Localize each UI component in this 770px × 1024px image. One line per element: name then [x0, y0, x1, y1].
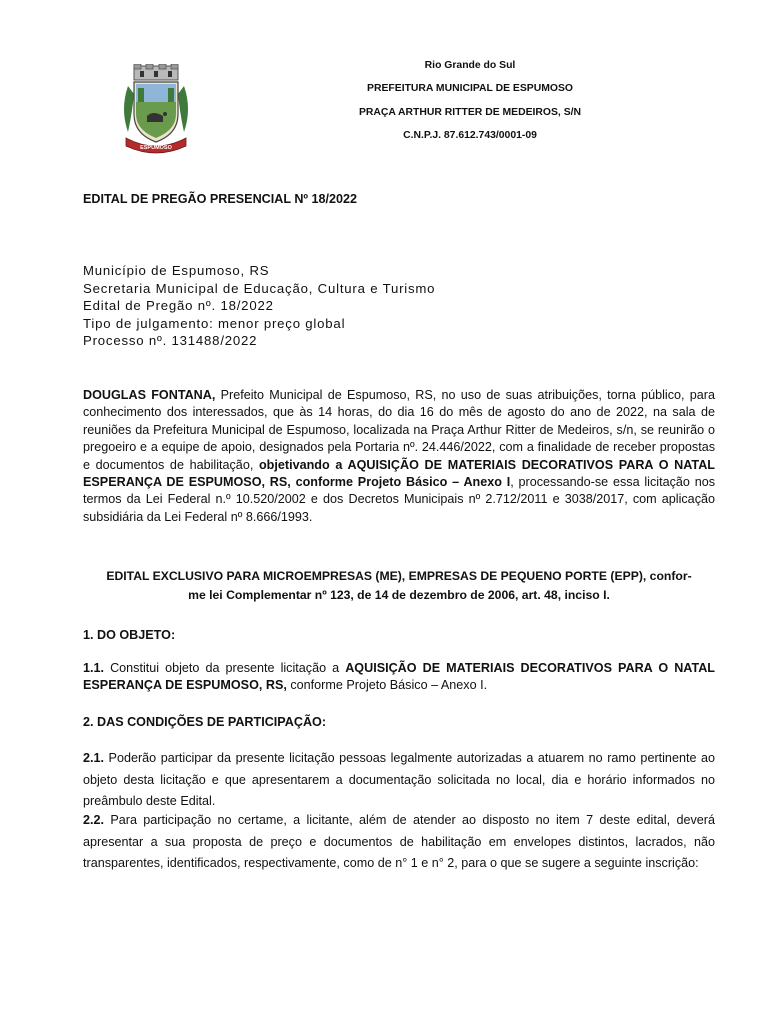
item-2-1-text: Poderão participar da presente licitação pessoas legalmente autorizadas a atuarem no ramo pertinente ao objeto desta licitação e que apresentarem a documentação solicitada no local, dia e horário informados no preâmbulo deste Edital. — [83, 751, 715, 808]
meta-secretariat: Secretaria Municipal de Educação, Cultura e Turismo — [83, 280, 436, 296]
item-2-2-text: Para participação no certame, a licitante, além de atender ao disposto no item 7 deste edital, deverá apresentar a sua proposta de preço e documentos de habilitação em envelopes distintos, lacrados, não transparentes, identificados, respectivamente, como de n° 1 e n° 2, para o que se sugere a seguinte inscrição: — [83, 813, 715, 870]
meta-edital: Edital de Pregão nº. 18/2022 — [83, 298, 274, 313]
header-prefecture: PREFEITURA MUNICIPAL DE ESPUMOSO — [367, 83, 573, 94]
crest-ribbon-text: ESPUMOSO — [140, 145, 172, 151]
header-cnpj: C.N.P.J. 87.612.743/0001-09 — [403, 130, 537, 141]
municipal-coat-of-arms — [120, 64, 192, 156]
item-2-1-number: 2.1. — [83, 751, 105, 765]
section-2-heading: 2. DAS CONDIÇÕES DE PARTICIPAÇÃO: — [83, 715, 327, 729]
mayor-name: DOUGLAS FONTANA, — [83, 388, 216, 402]
mural-crown-icon — [134, 64, 178, 80]
section-1-1-paragraph — [83, 660, 715, 695]
header-address: PRAÇA ARTHUR RITTER DE MEDEIROS, S/N — [358, 107, 582, 118]
intro-objective: objetivando a AQUISIÇÃO DE MATERIAIS DECORATIVOS PARA O NATAL ESPERANÇA DE ESPUMOSO, RS, conforme Projeto Básico – Anexo I — [83, 457, 715, 490]
intro-paragraph — [83, 387, 715, 526]
document-meta — [83, 262, 435, 350]
item-1-1-number: 1.1. — [83, 661, 105, 675]
exclusive-notice — [83, 567, 715, 605]
document-title: EDITAL DE PREGÃO PRESENCIAL Nº 18/2022 — [83, 192, 358, 206]
exclusive-line-2: me lei Complementar nº 123, de 14 de dezembro de 2006, art. 48, inciso I. — [188, 588, 610, 602]
meta-judgment-type: Tipo de julgamento: menor preço global — [83, 315, 346, 331]
meta-municipality: Município de Espumoso, RS — [83, 263, 270, 278]
meta-process: Processo nº. 131488/2022 — [83, 333, 258, 348]
section-2-2-paragraph — [83, 810, 715, 875]
header-state: Rio Grande do Sul — [424, 60, 516, 71]
section-2-1-paragraph — [83, 748, 715, 813]
intro-text-2: , processando-se essa licitação nos termos da Lei Federal n.º 10.520/2002 e dos Decretos Municipais nº 2.712/2011 e 3038/2017, com aplicação subsidiária da Lei Federal nº 8.666/1993. — [83, 475, 715, 524]
item-2-2-number: 2.2. — [83, 813, 105, 827]
exclusive-line-1: EDITAL EXCLUSIVO PARA MICROEMPRESAS (ME), EMPRESAS DE PEQUENO PORTE (EPP), confor- — [106, 569, 692, 583]
intro-text-1: Prefeito Municipal de Espumoso, RS, no uso de suas atribuições, torna público, para conhecimento dos interessados, que às 14 horas, do dia 16 do mês de agosto do ano de 2022, na sala de reuniões da Prefeitura Municipal de Espumoso, localizada na Praça Arthur Ritter de Medeiros, s/n, se reunirão o pregoeiro e a equipe de apoio, designados pela Portaria nº. 24.446/2022, com a finalidade de receber propostas e documentos de habilitação, — [83, 388, 715, 472]
item-1-1-text-1: Constitui objeto da presente licitação a — [104, 661, 346, 675]
section-1-heading: 1. DO OBJETO: — [83, 628, 176, 642]
item-1-1-object: AQUISIÇÃO DE MATERIAIS DECORATIVOS PARA O NATAL ESPERANÇA DE ESPUMOSO, RS, — [83, 661, 715, 693]
item-1-1-text-2: conforme Projeto Básico – Anexo I. — [286, 678, 488, 693]
